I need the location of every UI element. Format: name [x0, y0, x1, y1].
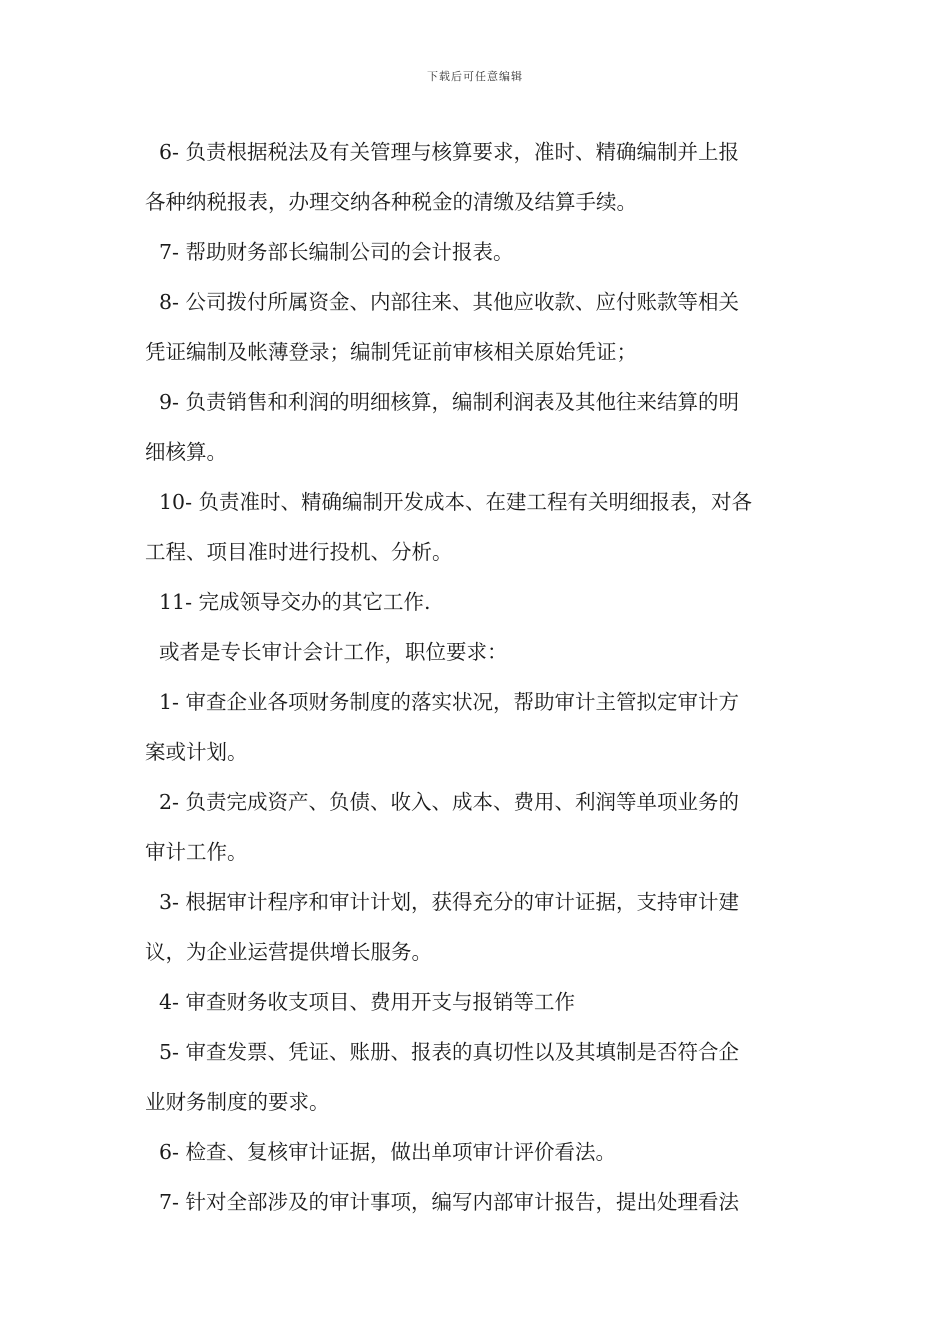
- paragraph-line: 细核算。: [145, 440, 227, 464]
- paragraph-line: 凭证编制及帐薄登录；编制凭证前审核相关原始凭证；: [145, 340, 637, 364]
- paragraph-item: [145, 777, 810, 827]
- paragraph-line: 7- 帮助财务部长编制公司的会计报表。: [159, 240, 514, 264]
- paragraph-continuation: [145, 927, 810, 977]
- paragraph-line: 议，为企业运营提供增长服务。: [145, 940, 432, 964]
- paragraph-line: 11- 完成领导交办的其它工作.: [159, 590, 431, 614]
- paragraph-item: [145, 677, 810, 727]
- paragraph-line: 4- 审查财务收支项目、费用开支与报销等工作: [159, 990, 575, 1014]
- paragraph-continuation: [145, 527, 810, 577]
- paragraph-line: 8- 公司拨付所属资金、内部往来、其他应收款、应付账款等相关: [159, 290, 739, 314]
- paragraph-item: [145, 477, 810, 527]
- page-header: 下载后可任意编辑: [427, 70, 523, 83]
- paragraph-line: 审计工作。: [145, 840, 248, 864]
- paragraph-continuation: [145, 1077, 810, 1127]
- paragraph-line: 工程、项目准时进行投机、分析。: [145, 540, 453, 564]
- paragraph-line: 7- 针对全部涉及的审计事项，编写内部审计报告，提出处理看法: [159, 1190, 739, 1214]
- paragraph-line: 10- 负责准时、精确编制开发成本、在建工程有关明细报表，对各: [159, 490, 753, 514]
- paragraph-line: 5- 审查发票、凭证、账册、报表的真切性以及其填制是否符合企: [159, 1040, 739, 1064]
- paragraph-continuation: [145, 427, 810, 477]
- paragraph-item: [145, 877, 810, 927]
- paragraph-continuation: [145, 177, 810, 227]
- paragraph-line: 案或计划。: [145, 740, 248, 764]
- paragraph-line: 业财务制度的要求。: [145, 1090, 330, 1114]
- paragraph-line: 6- 检查、复核审计证据，做出单项审计评价看法。: [159, 1140, 616, 1164]
- paragraph-item: [145, 1127, 810, 1177]
- paragraph-item: [145, 227, 810, 277]
- paragraph-line: 或者是专长审计会计工作，职位要求：: [159, 640, 508, 664]
- paragraph-continuation: [145, 827, 810, 877]
- paragraph-item: [145, 277, 810, 327]
- paragraph-continuation: [145, 327, 810, 377]
- paragraph-line: 1- 审查企业各项财务制度的落实状况，帮助审计主管拟定审计方: [159, 690, 739, 714]
- paragraph-continuation: [145, 727, 810, 777]
- paragraph-item: [145, 627, 810, 677]
- paragraph-item: [145, 577, 810, 627]
- paragraph-line: 2- 负责完成资产、负债、收入、成本、费用、利润等单项业务的: [159, 790, 739, 814]
- paragraph-item: [145, 377, 810, 427]
- paragraph-item: [145, 977, 810, 1027]
- paragraph-line: 各种纳税报表，办理交纳各种税金的清缴及结算手续。: [145, 190, 637, 214]
- document-body: [145, 127, 810, 1227]
- paragraph-item: [145, 1027, 810, 1077]
- paragraph-item: [145, 1177, 810, 1227]
- paragraph-line: 6- 负责根据税法及有关管理与核算要求，准时、精确编制并上报: [159, 140, 739, 164]
- paragraph-line: 9- 负责销售和利润的明细核算，编制利润表及其他往来结算的明: [159, 390, 739, 414]
- paragraph-item: [145, 127, 810, 177]
- paragraph-line: 3- 根据审计程序和审计计划，获得充分的审计证据，支持审计建: [159, 890, 739, 914]
